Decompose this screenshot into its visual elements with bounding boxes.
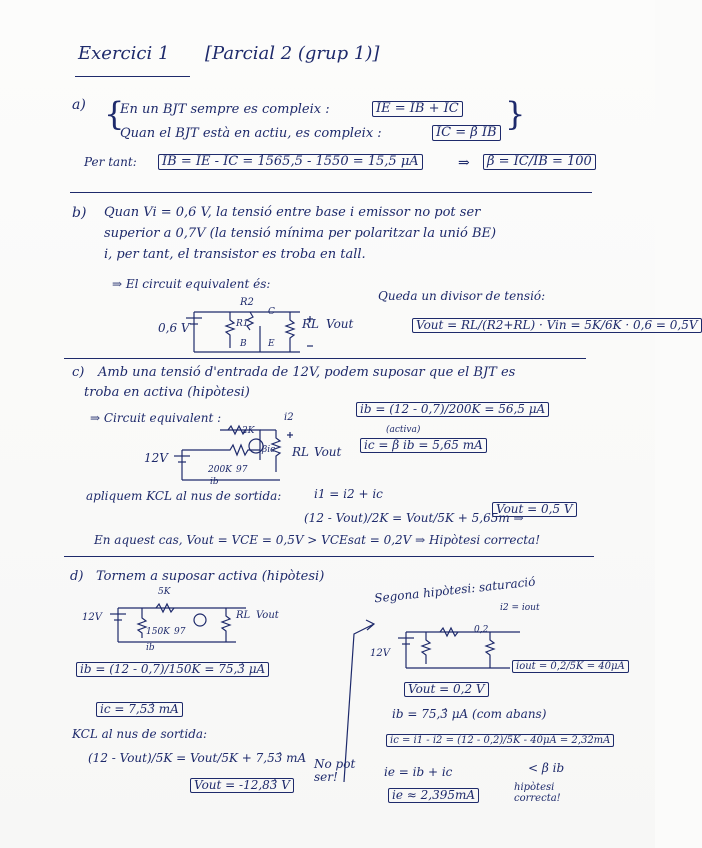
- d-iout: iout = 0,2/5K = 40μA: [512, 660, 629, 673]
- title-underline: [75, 76, 190, 77]
- separator-a: [70, 192, 592, 193]
- d-ib-label: ib: [146, 643, 155, 653]
- section-a-label: a): [72, 97, 86, 113]
- c-line2: troba en activa (hipòtesi): [84, 385, 250, 400]
- b-equiv: ⇒ El circuit equivalent és:: [112, 277, 271, 291]
- b-divisor: Queda un divisor de tensió:: [378, 289, 546, 303]
- c-ib-eq: ib = (12 - 0,7)/200K = 56,5 μA: [356, 402, 549, 417]
- exercise-subtitle: [Parcial 2 (grup 1)]: [205, 43, 380, 64]
- c-r200: 200K: [208, 465, 232, 475]
- c-i2: i2: [284, 412, 294, 423]
- d-rl: RL: [236, 610, 251, 621]
- d-r150: 150K: [146, 627, 170, 637]
- d-ie: ie = ib + ic: [384, 765, 453, 779]
- d-vout-sat: Vout = 0,2 V: [404, 682, 489, 697]
- d-ib-eq: ib = (12 - 0,7)/150K = 75,3̂ μA: [76, 662, 269, 677]
- c-vout-result: Vout = 0,5 V: [492, 502, 577, 517]
- b-c: C: [268, 307, 275, 317]
- d-beta: 97: [174, 627, 186, 637]
- c-ic: βic: [262, 445, 276, 455]
- section-d-label: d): [70, 569, 84, 584]
- d-i2iout: i2 = iout: [500, 603, 540, 613]
- d-hip: hipòtesi correcta!: [514, 782, 561, 804]
- c-kcl-eq: i1 = i2 + ic: [314, 487, 383, 501]
- c-kcl-eq2: (12 - Vout)/2K = Vout/5K + 5,65m ⇒: [304, 511, 524, 525]
- c-activa: (activa): [386, 425, 421, 435]
- section-b-label: b): [72, 205, 87, 221]
- d-vout-bad: Vout = -12,83̂ V: [190, 778, 294, 793]
- a-line2-text: Quan el BJT està en actiu, es compleix :: [120, 126, 382, 141]
- b-line2: superior a 0,7V (la tensió mínima per polaritzar la unió BE): [104, 226, 497, 241]
- d-segona: Segona hipòtesi: saturació: [373, 574, 536, 606]
- c-rl: RL: [292, 445, 310, 459]
- d-line1: Tornem a suposar activa (hipòtesi): [96, 569, 325, 584]
- d-nopot: No pot ser!: [314, 757, 356, 785]
- a-line1-text: En un BJT sempre es compleix :: [120, 102, 330, 117]
- d-v12-right: 12V: [370, 648, 390, 659]
- d-kcl: KCL al nus de sortida:: [72, 727, 208, 741]
- d-ic-eq: ic = 7,53̂ mA: [96, 702, 183, 717]
- d-ie-val: ie ≈ 2,395mA: [388, 788, 479, 803]
- d-r5k: 5K: [158, 587, 171, 597]
- a-line2-eq: IC = β IB: [432, 125, 501, 141]
- b-r2: R2: [240, 297, 254, 308]
- a-pertant: Per tant:: [84, 155, 137, 169]
- b-vout: Vout: [326, 317, 354, 331]
- c-beta: 97: [236, 465, 248, 475]
- d-ib-sat: ib = 75,3̂ μA (com abans): [392, 707, 547, 721]
- d-kcl-eq: (12 - Vout)/5K = Vout/5K + 7,53̂ mA: [88, 751, 307, 765]
- d-v12: 12V: [82, 612, 102, 623]
- b-b: B: [240, 339, 247, 349]
- a-beta-eq: β = IC/IB = 100: [483, 154, 596, 170]
- d-v02: 0,2: [474, 625, 489, 635]
- arrow-to-hypothesis: [340, 614, 380, 784]
- d-less: < β ib: [528, 761, 565, 775]
- c-conclusion: En aquest cas, Vout = VCE = 0,5V > VCEsat = 0,2V ⇒ Hipòtesi correcta!: [94, 533, 541, 547]
- c-ic-eq: ic = β ib = 5,65 mA: [360, 438, 487, 453]
- implies-arrow: ⇒: [458, 155, 470, 171]
- b-line3: i, per tant, el transistor es troba en tall.: [104, 247, 366, 262]
- c-v12: 12V: [144, 451, 168, 465]
- c-line1: Amb una tensió d'entrada de 12V, podem suposar que el BJT es: [98, 365, 516, 380]
- b-vin: 0,6 V: [158, 321, 190, 335]
- b-vout-eq: Vout = RL/(R2+RL) · Vin = 5K/6K · 0,6 = 0,5V: [412, 318, 702, 333]
- b-e: E: [268, 339, 275, 349]
- d-vout-label: Vout: [256, 610, 279, 621]
- b-rl: RL: [302, 317, 320, 331]
- separator-b: [64, 358, 586, 359]
- b-r1: R1: [236, 319, 249, 329]
- c-kcl: apliquem KCL al nus de sortida:: [86, 489, 282, 503]
- a-ib-eq: IB = IE - IC = 1565,5 - 1550 = 15,5 μA: [158, 154, 423, 170]
- exercise-title: Exercici 1: [78, 43, 170, 64]
- c-vout: Vout: [314, 445, 342, 459]
- separator-c: [64, 556, 594, 557]
- d-ic-sat: ic = i1 - i2 = (12 - 0,2)/5K - 40μA = 2,32mA: [386, 734, 614, 747]
- c-equiv: ⇒ Circuit equivalent :: [90, 411, 222, 425]
- c-r2k: 2K: [242, 426, 255, 436]
- b-line1: Quan Vi = 0,6 V, la tensió entre base i emissor no pot ser: [104, 205, 481, 220]
- a-line1-eq: IE = IB + IC: [372, 101, 463, 117]
- c-ib: ib: [210, 477, 219, 487]
- brace-right: }: [505, 95, 526, 133]
- brace-left: {: [104, 95, 125, 133]
- section-c-label: c): [72, 365, 85, 380]
